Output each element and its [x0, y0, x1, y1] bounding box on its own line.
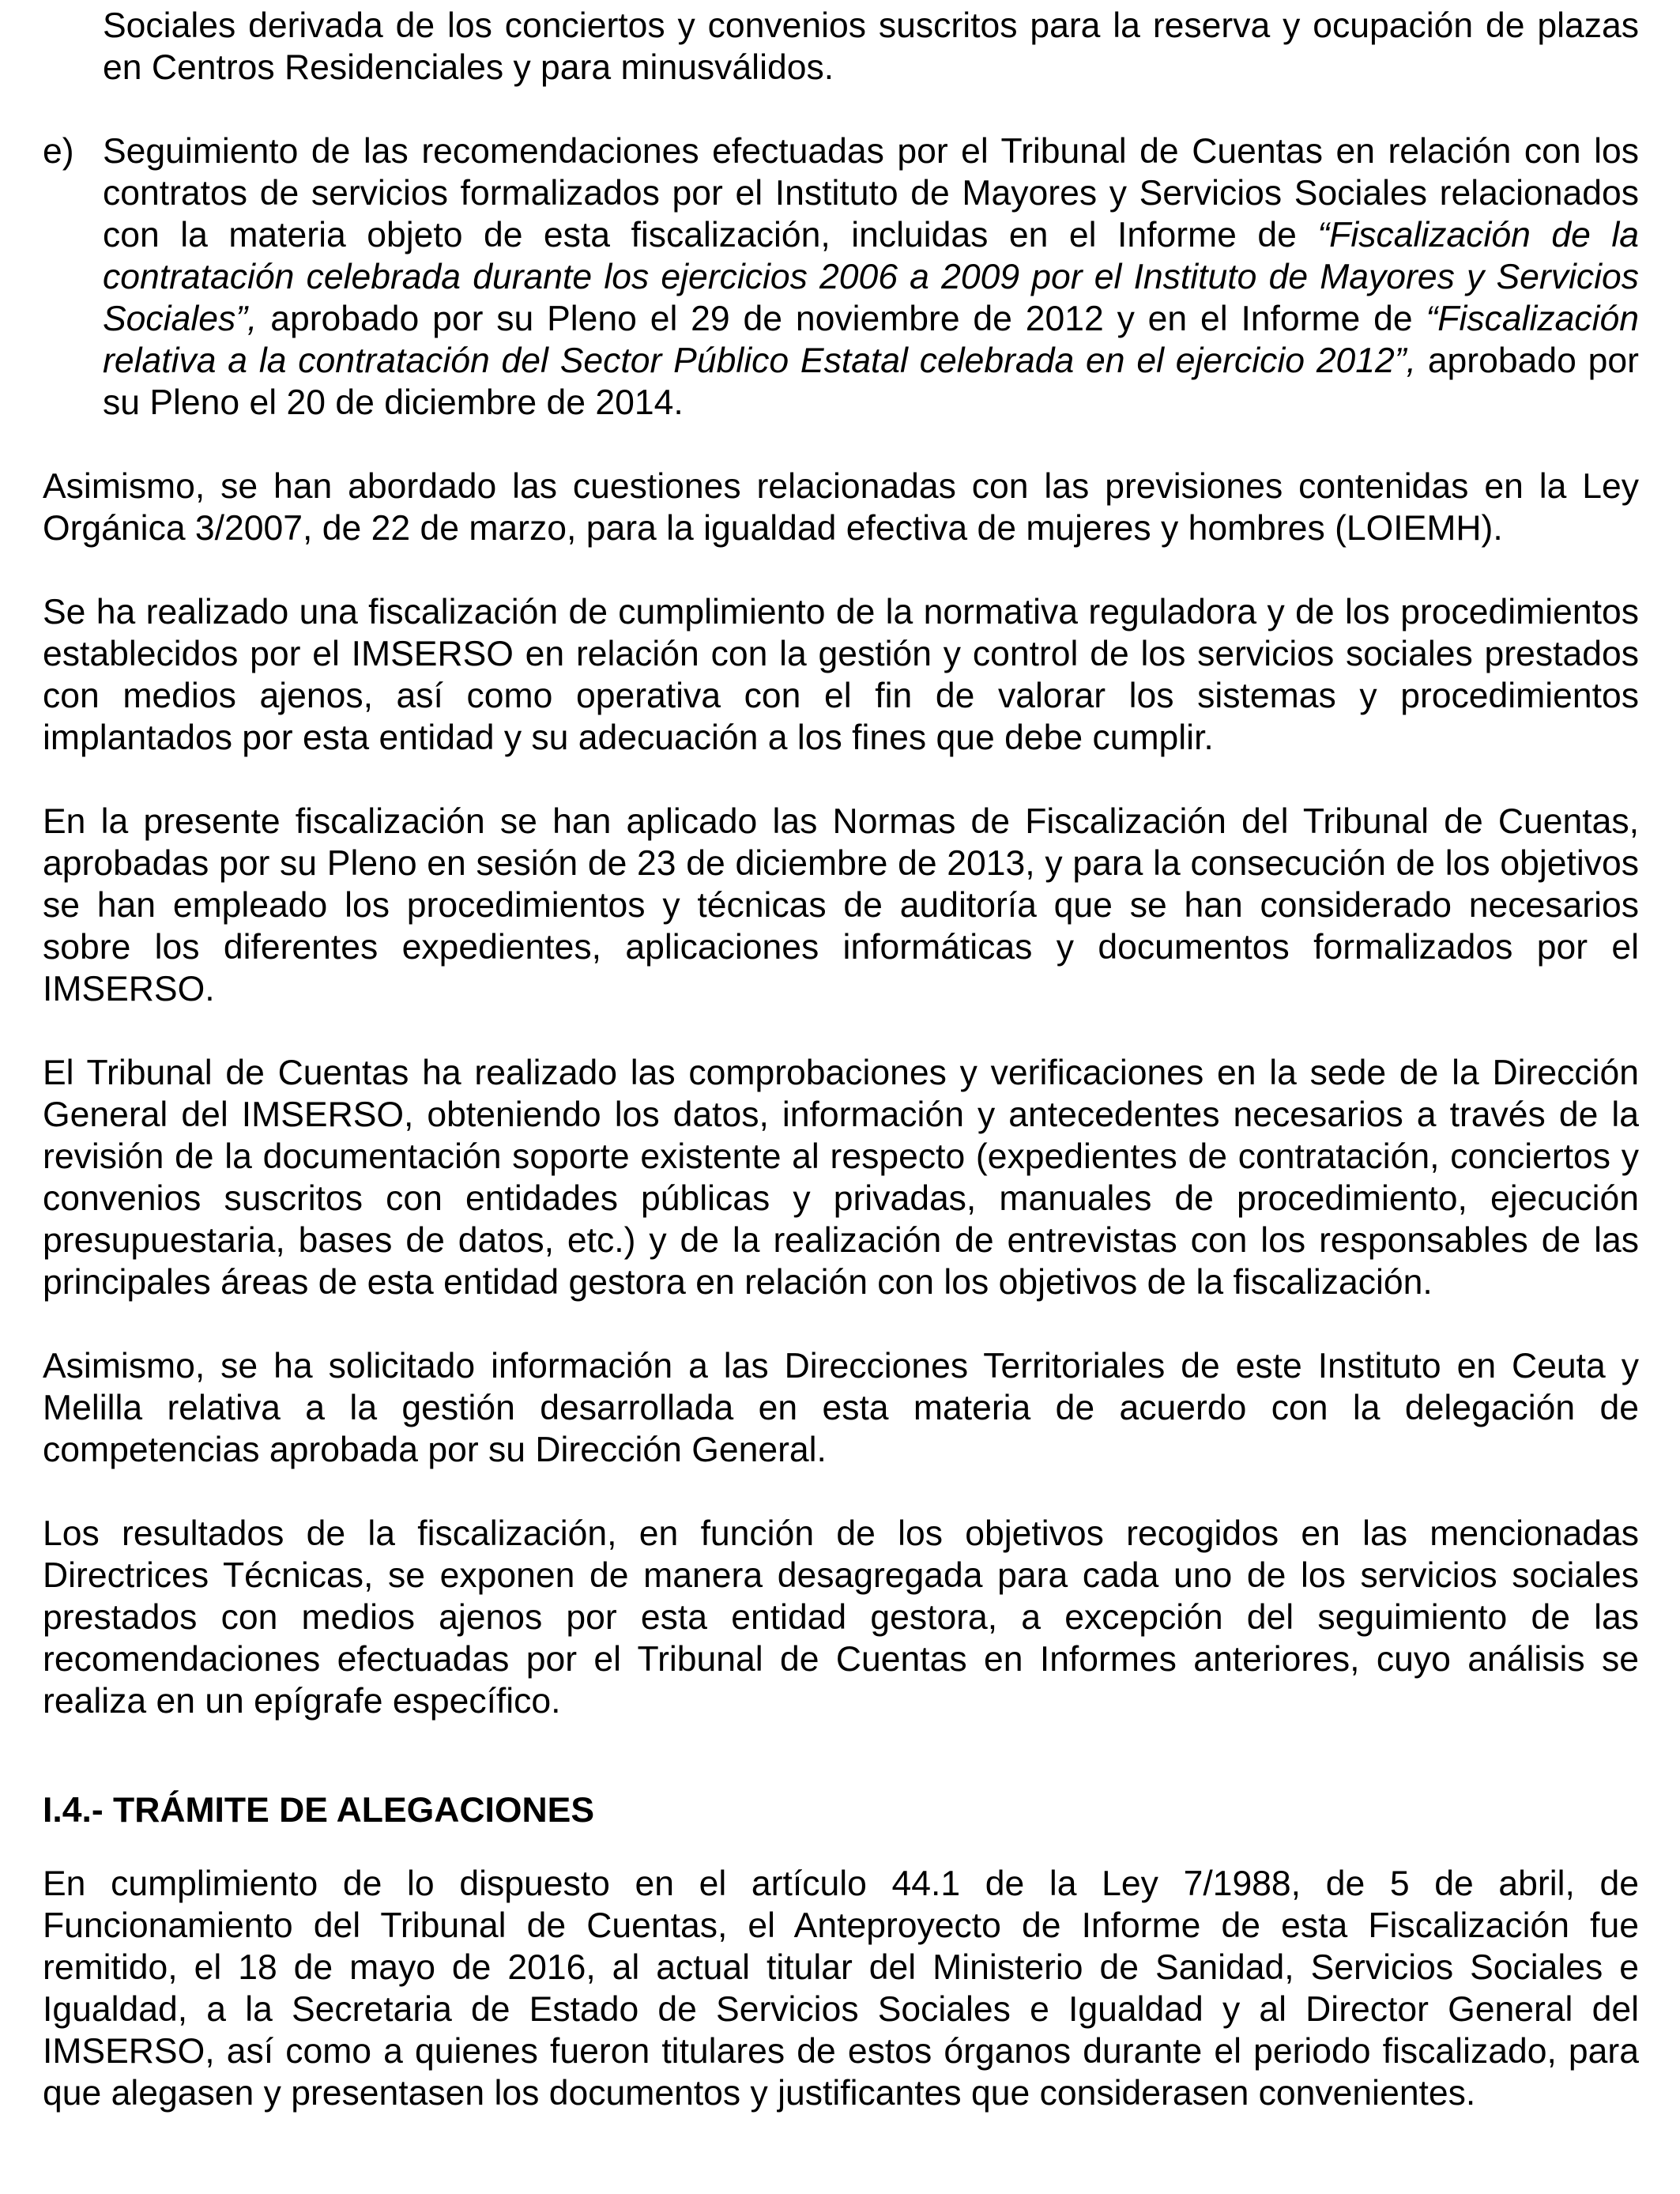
continued-list-item: Sociales derivada de los conciertos y convenios suscritos para la reserva y ocupación de plazas en Centros Residenciales y para minusválidos. [103, 6, 1639, 87]
paragraph-loiemh: Asimismo, se han abordado las cuestiones relacionadas con las previsiones contenidas en la Ley Orgánica 3/2007, de 22 de marzo, para la igualdad efectiva de mujeres y hombres (LOIEMH). [43, 467, 1639, 548]
report-title-2012: “Fiscalización relativa a la contratación del Sector Público Estatal celebrada en el ejercicio 2012”, [103, 300, 1639, 380]
section-heading: I.4.- TRÁMITE DE ALEGACIONES [43, 1791, 595, 1830]
paragraph-direcciones-territoriales: Asimismo, se ha solicitado información a las Direcciones Territoriales de este Instituto en Ceuta y Melilla relativa a la gestión desarrollada en esta materia de acuerdo con la delegación de competencias aprobada por su Dirección General. [43, 1347, 1639, 1469]
report-title-2006-2009: “Fiscalización de la contratación celebrada durante los ejercicios 2006 a 2009 por el Instituto de Mayores y Servicios Sociales”, [103, 216, 1639, 338]
paragraph-alegaciones: En cumplimiento de lo dispuesto en el artículo 44.1 de la Ley 7/1988, de 5 de abril, de Funcionamiento del Tribunal de Cuentas, el Anteproyecto de Informe de esta Fiscalización fue remitido, el 18 de mayo de 2016, al actual titular del Ministerio de Sanidad, Servicios Sociales e Igualdad, a la Secretaria de Estado de Servicios Sociales e Igualdad y al Director General del IMSERSO, así como a quienes fueron titulares de estos órganos durante el periodo fiscalizado, para que alegasen y presentasen los documentos y justificantes que considerasen convenientes. [43, 1864, 1639, 2113]
paragraph-fiscalizacion-cumplimiento: Se ha realizado una fiscalización de cumplimiento de la normativa reguladora y de los procedimientos establecidos por el IMSERSO en relación con la gestión y control de los servicios sociales prestados con medios ajenos, así como operativa con el fin de valorar los sistemas y procedimientos implantados por esta entidad y su adecuación a los fines que debe cumplir. [43, 593, 1639, 757]
paragraph-normas-fiscalizacion: En la presente fiscalización se han aplicado las Normas de Fiscalización del Tribunal de Cuentas, aprobadas por su Pleno en sesión de 23 de diciembre de 2013, y para la consecución de los objetivos se han empleado los procedimientos y técnicas de auditoría que se han considerado necesarios sobre los diferentes expedientes, aplicaciones informáticas y documentos formalizados por el IMSERSO. [43, 802, 1639, 1008]
list-item-e [43, 130, 1639, 424]
document-page [43, 5, 1639, 2114]
paragraph-resultados: Los resultados de la fiscalización, en función de los objetivos recogidos en las mencionadas Directrices Técnicas, se exponen de manera desagregada para cada uno de los servicios sociales prestados con medios ajenos por esta entidad gestora, a excepción del seguimiento de las recomendaciones efectuadas por el Tribunal de Cuentas en Informes anteriores, cuyo análisis se realiza en un epígrafe específico. [43, 1514, 1639, 1721]
list-item-text: Seguimiento de las recomendaciones efectuadas por el Tribunal de Cuentas en relación con los contratos de servicios formalizados por el Instituto de Mayores y Servicios Sociales relacionados con la materia objeto de esta fiscalización, incluidas en el Informe de “Fiscalización de la contratación celebrada durante los ejercicios 2006 a 2009 por el Instituto de Mayores y Servicios Sociales”, aprobado por su Pleno el 29 de noviembre de 2012 y en el Informe de “Fiscalización relativa a la contratación del Sector Público Estatal celebrada en el ejercicio 2012”, aprobado por su Pleno el 20 de diciembre de 2014. [103, 132, 1640, 422]
list-item-label: e) [43, 132, 74, 171]
paragraph-comprobaciones: El Tribunal de Cuentas ha realizado las comprobaciones y verificaciones en la sede de la Dirección General del IMSERSO, obteniendo los datos, información y antecedentes necesarios a través de la revisión de la documentación soporte existente al respecto (expedientes de contratación, conciertos y convenios suscritos con entidades públicas y privadas, manuales de procedimiento, ejecución presupuestaria, bases de datos, etc.) y de la realización de entrevistas con los responsables de las principales áreas de esta entidad gestora en relación con los objetivos de la fiscalización. [43, 1054, 1639, 1302]
